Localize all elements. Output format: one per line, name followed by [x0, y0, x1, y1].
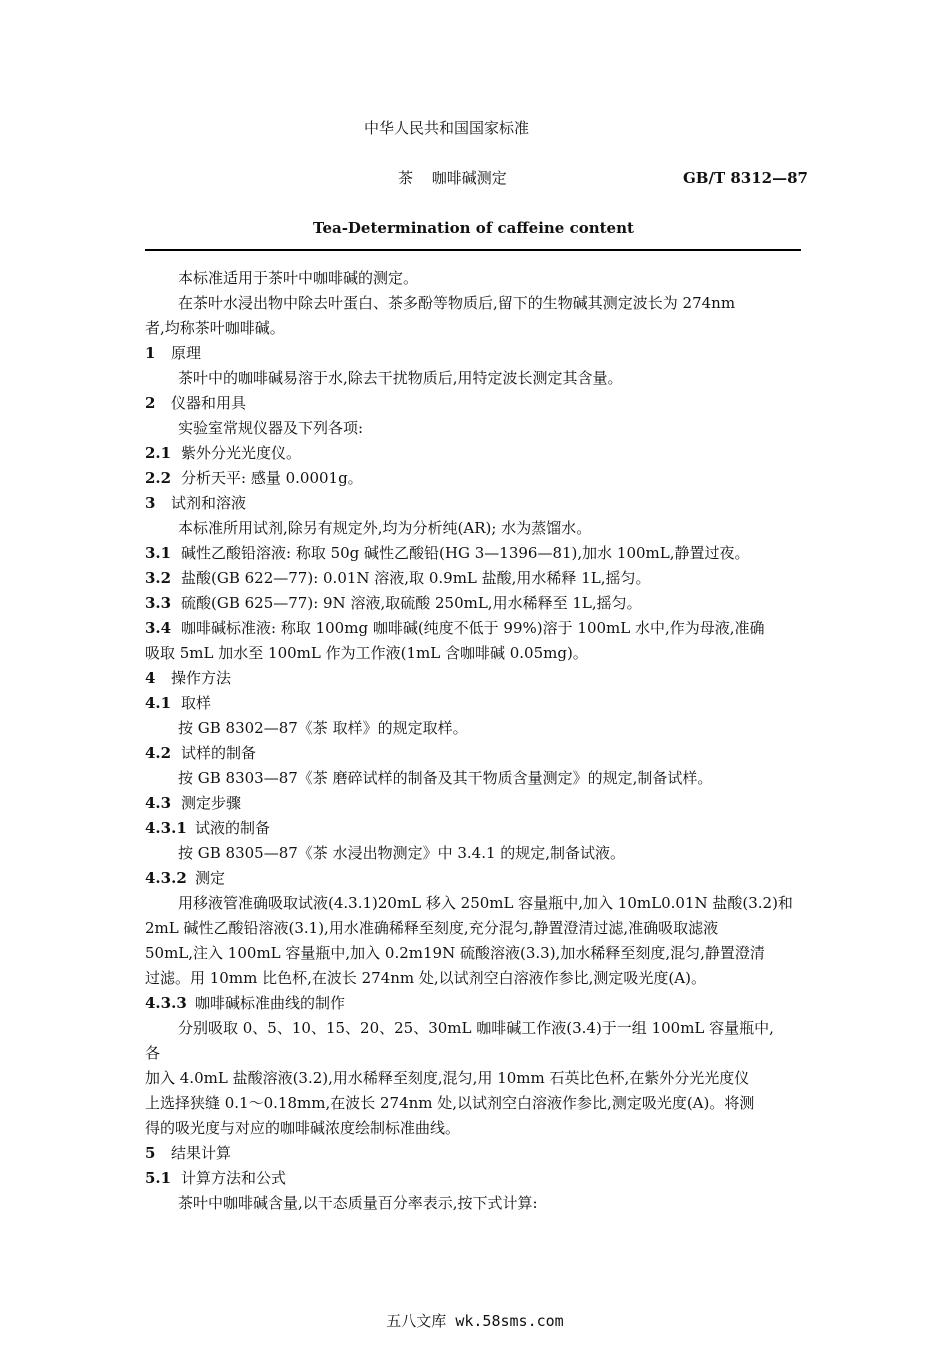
item-number: 4.2 [145, 744, 172, 762]
item-title: 测定步骤 [181, 794, 242, 812]
subsection-5-1-body: 茶叶中咖啡碱含量,以干态质量百分率表示,按下式计算: [178, 1194, 538, 1212]
item-title: 咖啡碱标准曲线的制作 [195, 994, 346, 1012]
section-3-body: 本标准所用试剂,除另有规定外,均为分析纯(AR); 水为蒸馏水。 [178, 519, 592, 537]
item-number: 3.2 [145, 569, 172, 587]
section-number: 4 [145, 669, 156, 687]
subsection-4-3-1-body: 按 GB 8305—87《茶 水浸出物测定》中 3.4.1 的规定,制备试液。 [178, 844, 626, 862]
subsection-4-3-3-line3: 加入 4.0mL 盐酸溶液(3.2),用水稀释至刻度,混匀,用 10mm 石英比色杯,在紫外分光光度仪 [145, 1069, 750, 1087]
item-title: 取样 [181, 694, 212, 712]
doc-title-en: Tea-Determination of caffeine content [313, 219, 634, 237]
header-rule [145, 249, 801, 251]
item-3-4-cont: 吸取 5mL 加水至 100mL 作为工作液(1mL 含咖啡碱 0.05mg)。 [145, 644, 588, 662]
subsection-4-3-2-line1: 用移液管准确吸取试液(4.3.1)20mL 移入 250mL 容量瓶中,加入 10mL0.01N 盐酸(3.2)和 [178, 894, 793, 912]
section-1-body: 茶叶中的咖啡碱易溶于水,除去干扰物质后,用特定波长测定其含量。 [178, 369, 623, 387]
item-number: 3.4 [145, 619, 172, 637]
subsection-4-3-2-line2: 2mL 碱性乙酸铅溶液(3.1),用水准确稀释至刻度,充分混匀,静置澄清过滤,准确吸取滤液 [145, 919, 719, 937]
section-2-body: 实验室常规仪器及下列各项: [178, 419, 364, 437]
section-title: 原理 [171, 344, 202, 362]
subsection-4-3-2-line3: 50mL,注入 100mL 容量瓶中,加入 0.2m19N 硫酸溶液(3.3),加水稀释至刻度,混匀,静置澄清 [145, 944, 765, 962]
footer-watermark: 五八文库 wk.58sms.com [386, 1312, 564, 1330]
subsection-4-3-3-line5: 得的吸光度与对应的咖啡碱浓度绘制标准曲线。 [145, 1119, 461, 1137]
item-title: 试样的制备 [181, 744, 257, 762]
subsection-4-3-3-line2: 各 [145, 1044, 161, 1062]
item-3-1 [145, 543, 750, 563]
item-number: 3.1 [145, 544, 172, 562]
item-text: 紫外分光光度仪。 [181, 444, 302, 462]
item-number: 4.1 [145, 694, 172, 712]
section-2-heading [145, 393, 246, 413]
item-3-2 [145, 568, 650, 588]
standard-country: 中华人民共和国国家标准 [364, 119, 530, 137]
item-2-2 [145, 468, 363, 488]
subsection-4-3-3-line1: 分别吸取 0、5、10、15、20、25、30mL 咖啡碱工作液(3.4)于一组 100mL 容量瓶中, [178, 1019, 774, 1037]
item-text: 盐酸(GB 622—77): 0.01N 溶液,取 0.9mL 盐酸,用水稀释 1L,摇匀。 [181, 569, 651, 587]
item-text: 分析天平: 感量 0.0001g。 [181, 469, 363, 487]
item-number: 4.3.2 [145, 869, 187, 887]
subsection-4-3-1 [145, 818, 270, 838]
item-number: 2.2 [145, 469, 172, 487]
item-number: 4.3 [145, 794, 172, 812]
doc-code: GB/T 8312—87 [683, 169, 808, 187]
item-text: 咖啡碱标准液: 称取 100mg 咖啡碱(纯度不低于 99%)溶于 100mL 水中,作为母液,准确 [181, 619, 765, 637]
subsection-4-3-3 [145, 993, 345, 1013]
section-5-heading [145, 1143, 231, 1163]
subsection-4-3-3-line4: 上选择狭缝 0.1～0.18mm,在波长 274nm 处,以试剂空白溶液作参比,测定吸光度(A)。将测 [145, 1094, 755, 1112]
item-title: 试液的制备 [195, 819, 271, 837]
subsection-4-3-2-line4: 过滤。用 10mm 比色杯,在波长 274nm 处,以试剂空白溶液作参比,测定吸光度(A)。 [145, 969, 706, 987]
doc-title-cn: 茶 咖啡碱测定 [398, 169, 507, 187]
section-number: 1 [145, 344, 156, 362]
section-number: 2 [145, 394, 156, 412]
section-title: 结果计算 [171, 1144, 232, 1162]
item-text: 硫酸(GB 625—77): 9N 溶液,取硫酸 250mL,用水稀释至 1L,摇匀。 [181, 594, 642, 612]
item-number: 2.1 [145, 444, 172, 462]
subsection-4-3 [145, 793, 241, 813]
item-number: 4.3.3 [145, 994, 187, 1012]
subsection-5-1 [145, 1168, 286, 1188]
intro-p2-line2: 者,均称茶叶咖啡碱。 [145, 319, 285, 337]
section-number: 5 [145, 1144, 156, 1162]
section-4-heading [145, 668, 231, 688]
subsection-4-2-body: 按 GB 8303—87《茶 磨碎试样的制备及其干物质含量测定》的规定,制备试样。 [178, 769, 713, 787]
section-number: 3 [145, 494, 156, 512]
item-3-3 [145, 593, 642, 613]
section-title: 试剂和溶液 [171, 494, 247, 512]
item-2-1 [145, 443, 301, 463]
item-number: 5.1 [145, 1169, 172, 1187]
intro-p1: 本标准适用于茶叶中咖啡碱的测定。 [178, 269, 419, 287]
section-1-heading [145, 343, 201, 363]
subsection-4-1-body: 按 GB 8302—87《茶 取样》的规定取样。 [178, 719, 468, 737]
item-3-4 [145, 618, 765, 638]
section-title: 操作方法 [171, 669, 232, 687]
section-3-heading [145, 493, 246, 513]
intro-p2-line1: 在茶叶水浸出物中除去叶蛋白、茶多酚等物质后,留下的生物碱其测定波长为 274nm [178, 294, 736, 312]
item-number: 4.3.1 [145, 819, 187, 837]
subsection-4-1 [145, 693, 211, 713]
item-title: 计算方法和公式 [181, 1169, 287, 1187]
section-title: 仪器和用具 [171, 394, 247, 412]
subsection-4-3-2 [145, 868, 225, 888]
item-text: 碱性乙酸铅溶液: 称取 50g 碱性乙酸铅(HG 3—1396—81),加水 100mL,静置过夜。 [181, 544, 750, 562]
item-title: 测定 [195, 869, 226, 887]
subsection-4-2 [145, 743, 256, 763]
item-number: 3.3 [145, 594, 172, 612]
